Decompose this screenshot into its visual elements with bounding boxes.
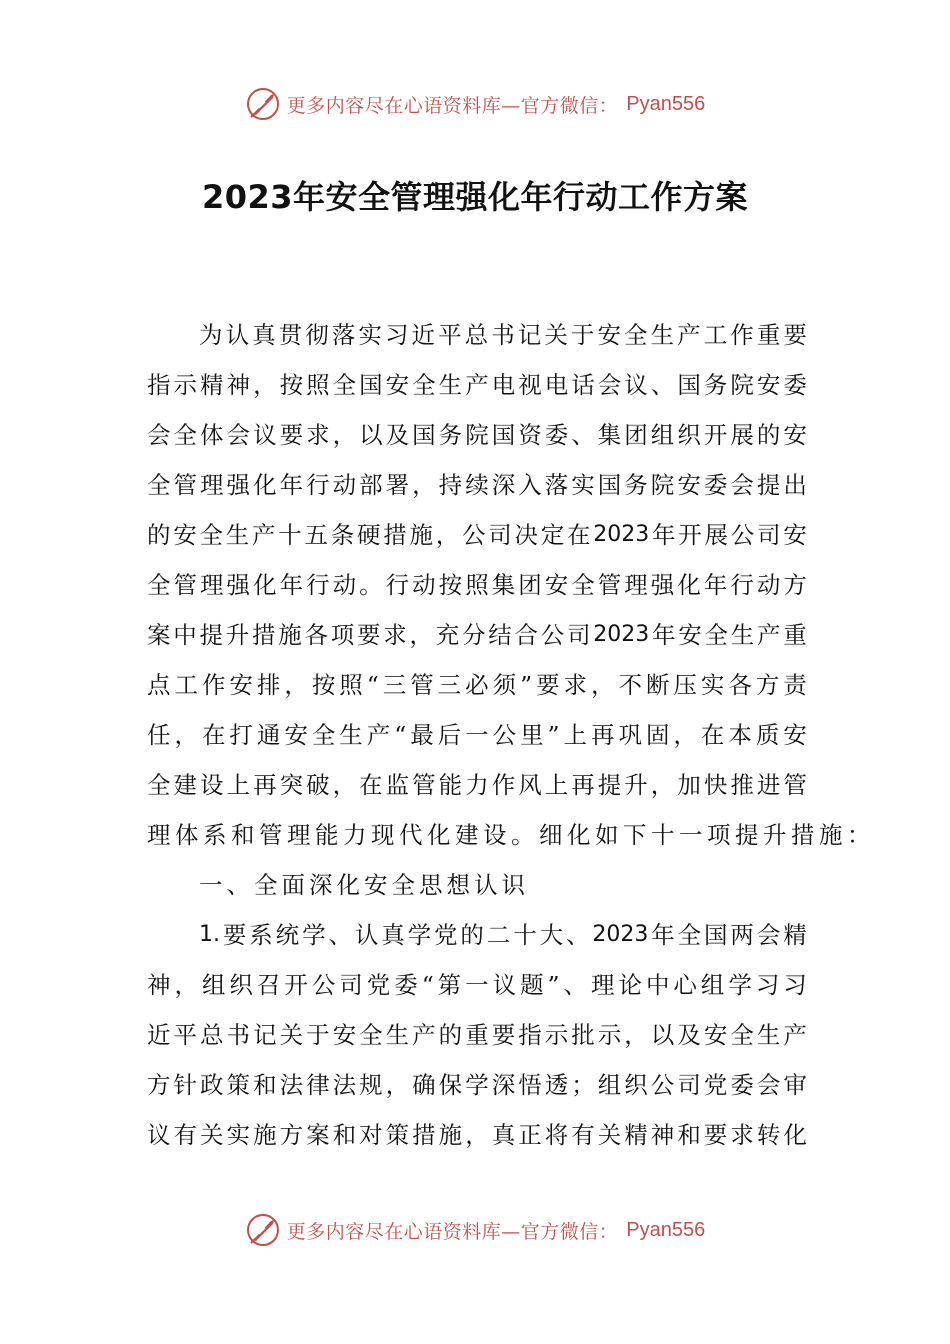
paragraph-line: 会 全 体 会 议 要 求 ， 以 及 国 务 院 国 资 委 、 集 团 组 织 开 展 的 安 [147,421,807,449]
quill-pen-logo-icon [245,86,281,122]
document-title: 2023年安全管理强化年行动工作方案 [201,178,749,216]
paragraph-line: 为 认 真 贯 彻 落 实 习 近 平 总 书 记 关 于 安 全 生 产 工 作 重 要 [199,321,807,349]
quill-pen-logo-icon [245,1212,281,1248]
banner-text: 更多内容尽在心语资料库—官方微信： [286,94,619,117]
paragraph-line: 的 安 全 生 产 十 五 条 硬 措 施 ， 公 司 决 定 在 2023 年 开 展 公 司 安 [147,521,807,549]
header-banner [0,84,950,124]
paragraph-line: 点 工 作 安 排 ， 按 照 “ 三 管 三 必 须 ” 要 求 ， 不 断 压 实 各 方 责 [147,671,807,699]
paragraph-line: 神 ， 组 织 召 开 公 司 党 委 “ 第 一 议 题 ” 、 理 论 中 心 组 学 习 习 [147,971,807,999]
paragraph-line: 全 管 理 强 化 年 行 动 部 署 ， 持 续 深 入 落 实 国 务 院 安 委 会 提 出 [147,471,807,499]
wechat-id: Pyan556 [626,1218,706,1241]
wechat-id: Pyan556 [626,92,706,115]
paragraph-line: 1. 要 系 统 学 、 认 真 学 党 的 二 十 大 、 2023 年 全 国 两 会 精 [199,921,807,949]
paragraph-line: 任 ， 在 打 通 安 全 生 产 “ 最 后 一 公 里 ” 上 再 巩 固 ， 在 本 质 安 [147,721,807,749]
footer-banner [0,1210,950,1250]
paragraph-line: 方 针 政 策 和 法 律 法 规 ， 确 保 学 深 悟 透 ； 组 织 公 司 党 委 会 审 [147,1071,807,1099]
paragraph-line: 案 中 提 升 措 施 各 项 要 求 ， 充 分 结 合 公 司 2023 年 安 全 生 产 重 [147,621,807,649]
section-heading: 一、全面深化安全思想认识 [199,871,529,899]
document-body [147,310,875,1160]
paragraph-line: 议 有 关 实 施 方 案 和 对 策 措 施 ， 真 正 将 有 关 精 神 和 要 求 转 化 [147,1121,807,1149]
paragraph-line: 指 示 精 神 ， 按 照 全 国 安 全 生 产 电 视 电 话 会 议 、 国 务 院 安 委 [147,371,807,399]
paragraph-line: 近 平 总 书 记 关 于 安 全 生 产 的 重 要 指 示 批 示 ， 以 及 安 全 生 产 [147,1021,807,1049]
paragraph-line: 理体系和管理能力现代化建设。细化如下十一项提升措施： [147,821,875,849]
banner-text: 更多内容尽在心语资料库—官方微信： [286,1220,619,1243]
paragraph-line: 全 建 设 上 再 突 破 ， 在 监 管 能 力 作 风 上 再 提 升 ， 加 快 推 进 管 [147,771,807,799]
paragraph-line: 全 管 理 强 化 年 行 动 。 行 动 按 照 集 团 安 全 管 理 强 化 年 行 动 方 [147,571,807,599]
